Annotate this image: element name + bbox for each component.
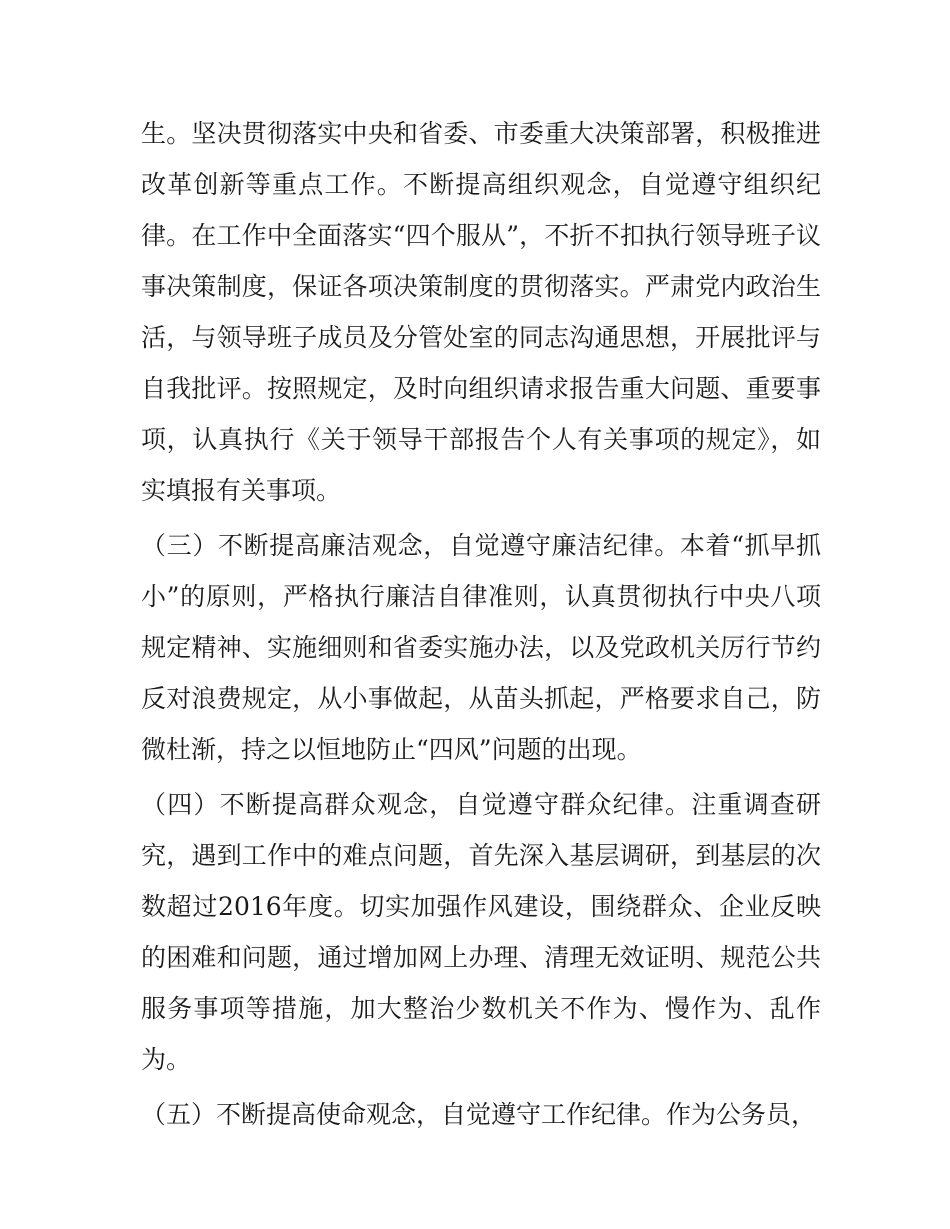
paragraph-integrity-discipline: （三）不断提高廉洁观念，自觉遵守廉洁纪律。本着“抓早抓小”的原则，严格执行廉洁自律准则，认真贯彻执行中央八项规定精神、实施细则和省委实施办法，以及党政机关厉行节约反对浪费规定，从小事做起，从苗头抓起，严格要求自己，防微杜渐，持之以恒地防止“四风”问题的出现。 — [141, 531, 821, 764]
paragraph-organization-discipline: 生。坚决贯彻落实中央和省委、市委重大决策部署，积极推进改革创新等重点工作。不断提高组织观念，自觉遵守组织纪律。在工作中全面落实“四个服从”，不折不扣执行领导班子议事决策制度，保证各项决策制度的贯彻落实。严肃党内政治生活，与领导班子成员及分管处室的同志沟通思想，开展批评与自我批评。按照规定，及时向组织请求报告重大问题、重要事项，认真执行《关于领导干部报告个人有关事项的规定》，如实填报有关事项。 — [141, 119, 821, 505]
paragraph-work-discipline: （五）不断提高使命观念，自觉遵守工作纪律。作为公务员， — [141, 1100, 817, 1129]
document-body — [141, 108, 821, 1140]
paragraph-mass-discipline: （四）不断提高群众观念，自觉遵守群众纪律。注重调查研究，遇到工作中的难点问题，首先深入基层调研，到基层的次数超过2016年度。切实加强作风建设，围绕群众、企业反映的困难和问题，通过增加网上办理、清理无效证明、规范公共服务事项等措施，加大整治少数机关不作为、慢作为、乱作为。 — [141, 790, 821, 1074]
